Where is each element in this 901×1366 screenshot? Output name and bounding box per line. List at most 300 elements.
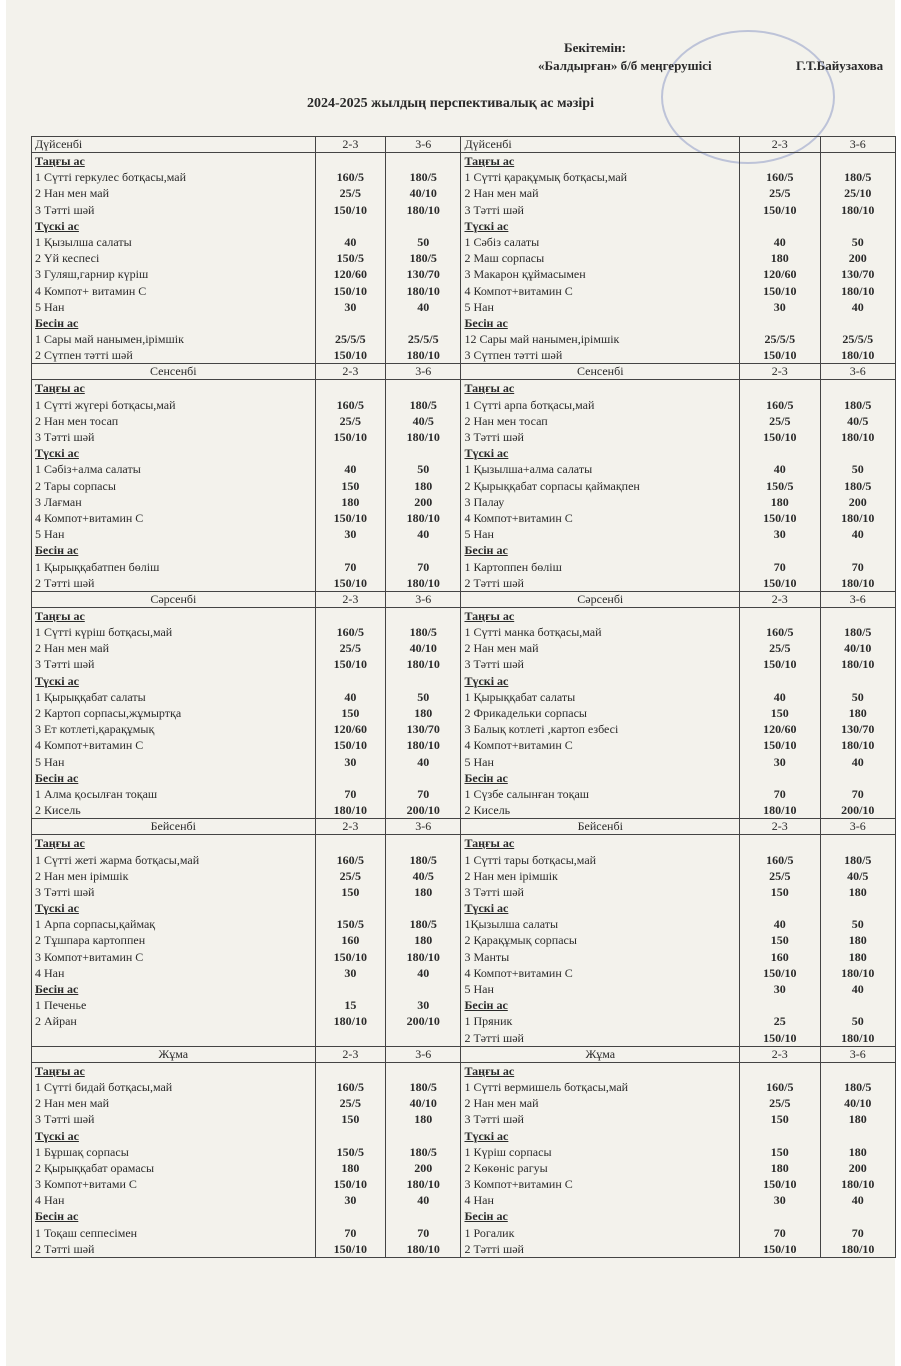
dish-name: 2 Тары сорпасы [35, 478, 116, 493]
portion-2-3: 150/10 [333, 575, 368, 590]
meal-heading: Таңғы ас [35, 381, 85, 396]
portion-3-6 [824, 608, 892, 624]
portion-3-6: 180/10 [406, 430, 440, 444]
portion-2-3-cell [740, 380, 820, 591]
portion-3-6: 180/10 [406, 949, 440, 964]
portion-3-6 [389, 1208, 457, 1224]
portion-2-3: 160/5 [336, 1079, 365, 1094]
portion-2-3: 150/10 [333, 1177, 368, 1192]
portion-2-3: 160/5 [336, 852, 365, 867]
portion-3-6 [824, 1128, 892, 1144]
portion-2-3: 150/5 [336, 251, 365, 266]
portion-2-3: 70 [773, 559, 786, 574]
dish-name: 3 Ет котлеті,қарақұмық [35, 722, 155, 737]
portion-3-6: 180/5 [409, 251, 437, 266]
portion-2-3 [319, 218, 382, 234]
meal-heading: Түскі ас [464, 1128, 509, 1143]
portion-3-6 [824, 445, 892, 461]
portion-2-3: 150 [770, 1144, 789, 1159]
portion-3-6 [824, 770, 892, 786]
age-header-2-3: 2-3 [740, 137, 820, 153]
portion-2-3 [743, 542, 816, 558]
dish-name: 5 Нан [35, 754, 65, 769]
portion-3-6: 180/10 [406, 510, 440, 525]
portion-2-3: 25/5 [339, 186, 362, 201]
dish-name: 2 Маш сорпасы [464, 251, 545, 266]
day-label-left: Жұма [32, 1046, 316, 1062]
dish-name: 2 Нан мен май [35, 186, 110, 201]
dish-name: 2 Қарақұмық сорпасы [464, 933, 577, 948]
dish-name: 1 Сәбіз+алма салаты [35, 462, 141, 477]
portion-2-3: 150 [341, 1112, 360, 1127]
dish-name: 5 Нан [35, 299, 65, 314]
portion-3-6: 180/5 [844, 170, 872, 185]
portion-2-3: 150/5 [766, 478, 794, 493]
portion-2-3 [743, 1208, 816, 1224]
portion-3-6: 180/10 [406, 657, 440, 672]
portion-3-6: 40/5 [847, 413, 869, 428]
portion-2-3 [319, 1128, 382, 1144]
portion-2-3: 40 [773, 234, 786, 249]
dish-name: 3 Тәтті шәй [464, 1112, 524, 1127]
meal-heading: Түскі ас [464, 446, 509, 461]
portion-3-6: 50 [851, 917, 864, 932]
portion-3-6: 25/10 [844, 186, 872, 201]
dish-name: 1 Тоқаш сеппесімен [35, 1225, 138, 1240]
portion-2-3: 40 [773, 689, 786, 704]
portion-2-3: 30 [344, 965, 357, 980]
day-label-right: Жұма [461, 1046, 740, 1062]
meal-heading: Таңғы ас [35, 836, 85, 851]
portion-2-3 [319, 900, 382, 916]
dish-name: 2 Сүтпен тәтті шәй [35, 348, 133, 363]
menu-items-cell [461, 607, 740, 818]
age-header-3-6: 3-6 [820, 819, 895, 835]
dish-name: 3 Сүтпен тәтті шәй [464, 348, 563, 363]
portion-2-3: 25/5 [339, 1096, 362, 1111]
dish-name: 1 Сүтті геркулес ботқасы,май [35, 170, 186, 185]
age-header-2-3: 2-3 [315, 137, 385, 153]
portion-2-3: 25/5 [769, 1096, 791, 1111]
dish-name: 1 Қырыққабат салаты [464, 689, 576, 704]
portion-2-3: 30 [773, 754, 786, 769]
age-header-2-3: 2-3 [315, 1046, 385, 1062]
meal-heading: Бесін ас [464, 998, 508, 1013]
portion-3-6: 200 [848, 251, 867, 266]
portion-3-6-cell [820, 835, 895, 1046]
portion-3-6 [389, 770, 457, 786]
dish-name: 2 Нан мен тосап [35, 413, 119, 428]
dish-name: 2 Айран [35, 1014, 77, 1029]
dish-name: 5 Нан [464, 754, 494, 769]
portion-3-6: 180/10 [841, 348, 875, 363]
portion-2-3: 150 [770, 933, 789, 948]
portion-2-3 [319, 542, 382, 558]
portion-3-6: 180/10 [841, 202, 875, 217]
portion-3-6: 180/5 [409, 625, 437, 640]
portion-3-6: 180/5 [409, 852, 437, 867]
portion-3-6: 180/5 [409, 917, 437, 932]
meal-heading: Бесін ас [35, 1209, 79, 1224]
dish-name: 5 Нан [35, 527, 65, 542]
dish-name: 3 Гуляш,гарнир күріш [35, 267, 149, 282]
dish-name: 1Қызылша салаты [464, 917, 559, 932]
meal-heading: Таңғы ас [35, 1063, 85, 1078]
portion-3-6: 180/5 [844, 478, 872, 493]
portion-2-3: 150 [341, 478, 360, 493]
portion-3-6: 40 [417, 754, 430, 769]
menu-table [31, 136, 896, 1258]
portion-2-3: 150/10 [763, 1030, 797, 1045]
dish-name: 1 Сүтті тары ботқасы,май [464, 852, 597, 867]
portion-3-6: 180/5 [409, 1144, 437, 1159]
day-label-right: Бейсенбі [461, 819, 740, 835]
dish-name: 3 Тәтті шәй [464, 430, 524, 444]
portion-2-3: 160 [341, 933, 360, 948]
portion-3-6 [389, 218, 457, 234]
meal-heading: Түскі ас [464, 218, 509, 233]
portion-2-3: 150/10 [763, 348, 797, 363]
dish-name: 3 Лағман [35, 494, 82, 509]
portion-3-6 [389, 445, 457, 461]
portion-2-3 [743, 218, 816, 234]
portion-2-3: 150/10 [763, 575, 797, 590]
day-menu-row [32, 153, 896, 364]
portion-3-6: 180/10 [406, 575, 440, 590]
dish-name: 2 Тәтті шәй [464, 575, 524, 590]
menu-items-cell [32, 153, 316, 364]
age-header-2-3: 2-3 [315, 591, 385, 607]
meal-heading: Таңғы ас [464, 836, 515, 851]
portion-3-6: 180/10 [406, 1177, 440, 1192]
portion-2-3: 150/10 [763, 965, 797, 980]
dish-name: 3 Манты [464, 949, 510, 964]
portion-3-6: 180/10 [841, 430, 875, 444]
day-header-row [32, 364, 896, 380]
portion-3-6: 180/10 [406, 202, 440, 217]
portion-3-6: 180/10 [841, 1030, 875, 1045]
portion-2-3: 120/60 [333, 267, 368, 282]
portion-3-6 [824, 835, 892, 851]
portion-2-3 [319, 315, 382, 331]
portion-2-3: 40 [344, 462, 357, 477]
portion-2-3: 150/10 [763, 1177, 797, 1192]
portion-3-6: 180/5 [409, 397, 437, 412]
portion-2-3: 150/10 [333, 949, 368, 964]
dish-name: 2 Көкөніс рагуы [464, 1160, 548, 1175]
portion-3-6: 180/10 [406, 1241, 440, 1256]
portion-3-6: 40 [851, 1193, 864, 1208]
dish-name: 2 Фрикадельки сорпасы [464, 706, 587, 720]
portion-3-6: 200 [414, 494, 433, 509]
portion-3-6 [389, 315, 457, 331]
dish-name: 3 Тәтті шәй [35, 1112, 95, 1127]
dish-name: 3 Компот+витамин С [464, 1177, 573, 1192]
meal-heading: Таңғы ас [464, 154, 515, 168]
dish-name: 2 Қырыққабат орамасы [35, 1160, 155, 1175]
portion-3-6: 50 [417, 462, 430, 477]
dish-name: 1 Арпа сорпасы,қаймақ [35, 917, 156, 932]
portion-2-3: 160/5 [766, 625, 794, 640]
portion-3-6: 40/10 [844, 1096, 872, 1111]
portion-3-6-cell [386, 153, 461, 364]
portion-3-6: 40/10 [844, 641, 872, 656]
approve-label: Бекітемін: [564, 40, 626, 55]
dish-name: 5 Нан [464, 299, 494, 314]
dish-name: 2 Нан мен май [464, 641, 539, 656]
portion-2-3: 180 [770, 494, 789, 509]
portion-2-3-cell [740, 835, 820, 1046]
portion-2-3 [743, 608, 816, 624]
portion-2-3 [319, 673, 382, 689]
dish-name: 2 Тұшпара картоппен [35, 933, 146, 948]
meal-heading: Түскі ас [464, 673, 509, 688]
portion-3-6: 70 [417, 559, 430, 574]
meal-heading: Бесін ас [35, 982, 79, 996]
portion-3-6: 180/10 [841, 510, 875, 525]
portion-2-3: 25/5/5 [764, 332, 796, 347]
portion-2-3: 150/10 [333, 202, 368, 217]
portion-3-6: 50 [851, 234, 864, 249]
dish-name: 2 Тәтті шәй [35, 575, 95, 590]
portion-2-3: 30 [773, 1193, 786, 1208]
dish-name: 3 Компот+витами С [35, 1177, 137, 1192]
portion-2-3 [743, 900, 816, 916]
portion-2-3: 150/10 [333, 657, 368, 672]
dish-name: 1 Сүзбе салынған тоқаш [464, 786, 590, 801]
portion-3-6: 200 [848, 1160, 867, 1175]
portion-3-6: 40 [417, 1193, 430, 1208]
dish-name: 3 Палау [464, 494, 505, 509]
portion-2-3 [743, 835, 816, 851]
portion-2-3: 160/5 [766, 1079, 794, 1094]
portion-2-3: 150/10 [333, 1241, 368, 1256]
age-header-3-6: 3-6 [820, 591, 895, 607]
portion-2-3: 150/10 [763, 202, 797, 217]
dish-name: 1 Сүтті арпа ботқасы,май [464, 397, 595, 412]
meal-heading: Бесін ас [35, 543, 79, 558]
portion-2-3: 25/5 [769, 641, 791, 656]
portion-2-3 [319, 153, 382, 169]
day-label-right: Дүйсенбі [461, 137, 740, 153]
document-title: 2024-2025 жылдың перспективалық ас мәзірі [307, 96, 594, 111]
portion-3-6-cell [386, 380, 461, 591]
portion-2-3 [743, 1128, 816, 1144]
portion-3-6 [824, 673, 892, 689]
portion-3-6: 130/70 [406, 722, 440, 737]
portion-2-3: 70 [773, 786, 786, 801]
portion-2-3: 40 [773, 917, 786, 932]
day-menu-row [32, 607, 896, 818]
day-header-row [32, 591, 896, 607]
dish-name: 2 Нан мен ірімшік [464, 868, 558, 883]
portion-2-3: 160/5 [766, 852, 794, 867]
portion-3-6 [824, 997, 892, 1013]
portion-2-3 [319, 608, 382, 624]
portion-3-6: 200/10 [841, 803, 875, 818]
age-header-2-3: 2-3 [315, 819, 385, 835]
day-header-row [32, 1046, 896, 1062]
portion-2-3: 30 [773, 982, 786, 996]
portion-2-3: 120/60 [333, 722, 368, 737]
portion-3-6: 180 [848, 933, 867, 948]
portion-3-6: 180/5 [844, 625, 872, 640]
portion-2-3: 150 [341, 884, 360, 899]
portion-2-3: 70 [344, 786, 357, 801]
day-label-left: Сәрсенбі [32, 591, 316, 607]
portion-3-6: 40 [417, 965, 430, 980]
day-label-right: Сәрсенбі [461, 591, 740, 607]
day-menu-row [32, 380, 896, 591]
portion-2-3: 25/5 [769, 413, 791, 428]
dish-name: 4 Компот+витамин С [464, 510, 573, 525]
portion-3-6: 180 [414, 884, 433, 899]
meal-heading: Таңғы ас [464, 608, 515, 623]
meal-heading: Түскі ас [464, 901, 509, 916]
portion-2-3: 180 [770, 251, 789, 266]
dish-name: 1 Сүтті қарақұмық ботқасы,май [464, 170, 628, 185]
portion-2-3: 25/5 [339, 868, 362, 883]
portion-3-6: 180/10 [841, 657, 875, 672]
menu-items-cell [461, 1062, 740, 1257]
portion-2-3 [319, 770, 382, 786]
portion-3-6 [389, 380, 457, 396]
portion-2-3: 30 [344, 754, 357, 769]
age-header-2-3: 2-3 [740, 591, 820, 607]
portion-2-3: 70 [773, 1225, 786, 1240]
portion-3-6: 40/5 [412, 413, 434, 428]
portion-3-6 [824, 1063, 892, 1079]
day-label-left: Дүйсенбі [32, 137, 316, 153]
portion-3-6: 70 [851, 559, 864, 574]
portion-3-6-cell [820, 380, 895, 591]
dish-name: 2 Картоп сорпасы,жұмыртқа [35, 706, 182, 720]
portion-2-3: 180 [341, 1160, 360, 1175]
portion-3-6: 50 [851, 689, 864, 704]
portion-2-3: 40 [773, 462, 786, 477]
portion-2-3: 160 [770, 949, 789, 964]
organization: «Балдырған» б/б меңгерушісі [538, 58, 712, 73]
age-header-2-3: 2-3 [740, 1046, 820, 1062]
portion-3-6: 180/5 [844, 397, 872, 412]
portion-2-3: 180 [770, 1160, 789, 1175]
portion-2-3: 160/5 [766, 170, 794, 185]
portion-2-3: 150/10 [763, 283, 797, 298]
portion-3-6: 50 [851, 1014, 864, 1029]
meal-heading: Бесін ас [464, 1209, 508, 1224]
portion-3-6: 40 [417, 527, 430, 542]
dish-name: 2 Нан мен тосап [464, 413, 548, 428]
portion-3-6-cell [820, 1062, 895, 1257]
meal-heading: Түскі ас [35, 1128, 79, 1143]
portion-3-6 [389, 1128, 457, 1144]
dish-name: 3 Балық котлеті ,картоп езбесі [464, 722, 619, 737]
portion-3-6: 70 [417, 786, 430, 801]
portion-3-6: 180/10 [406, 348, 440, 363]
day-label-left: Сенсенбі [32, 364, 316, 380]
portion-2-3: 25 [773, 1014, 786, 1029]
portion-3-6 [389, 1063, 457, 1079]
dish-name: 2 Кисель [35, 803, 81, 818]
portion-3-6 [824, 380, 892, 396]
dish-name: 2 Кисель [464, 803, 511, 818]
portion-2-3: 30 [344, 299, 357, 314]
portion-2-3 [319, 835, 382, 851]
portion-2-3: 70 [344, 559, 357, 574]
portion-2-3-cell [315, 607, 385, 818]
dish-name: 3 Тәтті шәй [464, 884, 524, 899]
portion-3-6: 180 [414, 706, 433, 720]
day-label-right: Сенсенбі [461, 364, 740, 380]
portion-2-3 [743, 315, 816, 331]
portion-3-6 [389, 981, 457, 997]
portion-2-3: 160/5 [766, 397, 794, 412]
dish-name: 2 Тәтті шәй [464, 1241, 524, 1256]
meal-heading: Таңғы ас [35, 154, 85, 168]
portion-3-6: 40/5 [412, 868, 434, 883]
portion-2-3: 30 [344, 527, 357, 542]
portion-2-3: 40 [344, 689, 357, 704]
dish-name: 2 Нан мен май [464, 186, 539, 201]
portion-3-6: 180 [848, 706, 867, 720]
portion-2-3: 25/5/5 [335, 332, 366, 347]
portion-2-3: 150/10 [763, 657, 797, 672]
portion-3-6: 180/10 [406, 738, 440, 753]
dish-name: 2 Нан мен ірімшік [35, 868, 129, 883]
dish-name: 5 Нан [464, 982, 494, 996]
dish-name: 1 Печенье [35, 998, 87, 1013]
portion-3-6: 70 [851, 786, 864, 801]
dish-name: 2 Нан мен май [464, 1096, 539, 1111]
dish-name: 1 Алма қосылған тоқаш [35, 786, 158, 801]
portion-3-6: 40 [851, 299, 864, 314]
age-header-2-3: 2-3 [740, 364, 820, 380]
dish-name: 2 Нан мен май [35, 1096, 110, 1111]
portion-2-3: 120/60 [763, 267, 797, 282]
dish-name: 2 Үй кеспесі [35, 251, 100, 266]
portion-2-3-cell [740, 1062, 820, 1257]
meal-heading: Бесін ас [35, 770, 79, 785]
age-header-3-6: 3-6 [386, 364, 461, 380]
dish-name: 1 Сүтті вермишель ботқасы,май [464, 1079, 629, 1094]
portion-2-3 [319, 1063, 382, 1079]
dish-name: 3 Компот+витамин С [35, 949, 144, 964]
day-menu-row [32, 1062, 896, 1257]
portion-3-6: 200 [414, 1160, 433, 1175]
age-header-3-6: 3-6 [386, 591, 461, 607]
portion-3-6-cell [386, 607, 461, 818]
portion-2-3: 180 [341, 494, 360, 509]
portion-2-3: 25/5 [339, 641, 362, 656]
menu-items-cell [32, 607, 316, 818]
portion-3-6: 130/70 [841, 722, 875, 737]
portion-3-6 [389, 835, 457, 851]
portion-2-3: 30 [773, 527, 786, 542]
portion-3-6: 130/70 [841, 267, 875, 282]
meal-heading: Бесін ас [464, 315, 508, 330]
dish-name: 3 Тәтті шәй [464, 657, 524, 672]
dish-name: 1 Сәбіз салаты [464, 234, 540, 249]
dish-name: 1 Картоппен бөліш [464, 559, 562, 574]
portion-3-6: 40 [851, 527, 864, 542]
dish-name: 4 Нан [35, 965, 65, 980]
meal-heading: Таңғы ас [464, 381, 515, 396]
age-header-3-6: 3-6 [820, 1046, 895, 1062]
portion-2-3: 40 [344, 234, 357, 249]
dish-name: 2 Қырыққабат сорпасы қаймақпен [464, 478, 640, 493]
dish-name: 1 Сүтті бидай ботқасы,май [35, 1079, 173, 1094]
dish-name: 1 Қырыққабатпен бөліш [35, 559, 160, 574]
